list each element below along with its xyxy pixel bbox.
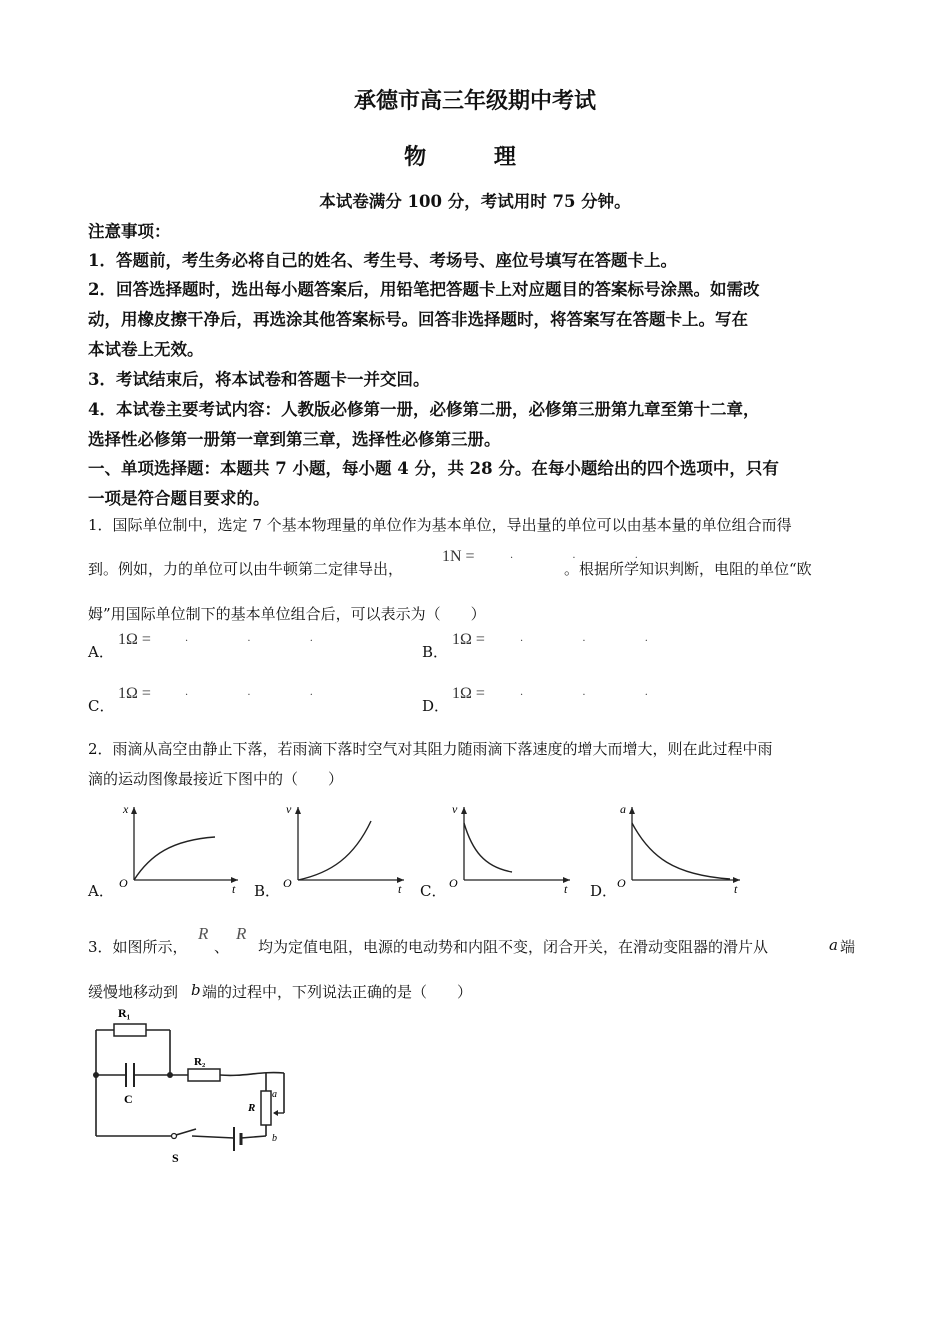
switch-contact	[172, 1134, 177, 1139]
q3-text: 端	[840, 938, 856, 956]
option-c-label[interactable]: C．	[88, 697, 115, 715]
notice-item: 4．本试卷主要考试内容：人教版必修第一册，必修第二册，必修第三册第九章至第十二章，	[88, 400, 760, 419]
graph-d-origin: O	[617, 876, 626, 890]
graph-b-curve	[298, 821, 371, 880]
wire-r2-right	[220, 1073, 284, 1076]
wire-bottom-mid	[192, 1136, 234, 1138]
b-label: b	[272, 1133, 277, 1144]
exam-info: 本试卷满分 100 分，考试用时 75 分钟。	[319, 192, 631, 211]
subject-title: 物 理	[404, 144, 546, 170]
q3-text: 缓慢地移动到	[88, 983, 179, 1001]
graph-d-y-arrow	[629, 807, 635, 814]
graph-c-y-arrow	[461, 807, 467, 814]
a-label: a	[272, 1089, 277, 1100]
graph-b-xlabel: t	[398, 882, 402, 895]
option-a-formula: 1Ω =	[118, 631, 151, 648]
q1-text: 1．国际单位制中，选定 7 个基本物理量的单位作为基本单位，导出量的单位可以由基本量的单位组合而得	[88, 516, 792, 534]
r1-label: R₁	[118, 1006, 131, 1020]
notice-item: 动，用橡皮擦干净后，再选涂其他答案标号。回答非选择题时，将答案写在答题卡上。写在	[88, 310, 748, 329]
graph-d-ylabel: a	[620, 802, 626, 816]
option-b-blank: · · ·	[520, 636, 676, 647]
option-a-blank: · · ·	[185, 636, 341, 647]
wire-bottom-right	[241, 1136, 266, 1138]
option-c-blank: · · ·	[185, 690, 341, 701]
graph-a-origin: O	[119, 876, 128, 890]
s-label: S	[172, 1151, 179, 1165]
graph-a-label[interactable]: A．	[88, 882, 114, 900]
q3-a-label: a	[829, 936, 838, 954]
section-heading: 一、单项选择题：本题共 7 小题，每小题 4 分，共 28 分。在每小题给出的四个选项中，只有	[88, 459, 779, 478]
graph-b-y-arrow	[295, 807, 301, 814]
graph-b-ylabel: v	[286, 802, 292, 816]
q3-separator: 、	[214, 938, 230, 956]
graph-d	[612, 795, 752, 895]
r-label: R	[248, 1102, 256, 1114]
switch-s	[176, 1129, 196, 1135]
graph-a-ylabel: x	[123, 802, 129, 816]
q1-formula-newton: 1N =	[442, 548, 475, 565]
graph-a	[110, 795, 250, 895]
graph-a-xlabel: t	[232, 882, 236, 895]
q3-r1-symbol: R	[198, 924, 209, 943]
graph-b	[276, 795, 416, 895]
q1-formula-blank: · · ·	[510, 553, 666, 564]
q3-text: 端的过程中，下列说法正确的是（ ）	[202, 983, 473, 1001]
q3-text: 均为定值电阻，电源的电动势和内阻不变，闭合开关，在滑动变阻器的滑片从	[258, 938, 769, 956]
q3-b-label: b	[191, 981, 201, 999]
q2-text: 滴的运动图像最接近下图中的（ ）	[88, 770, 344, 788]
graph-b-origin: O	[283, 876, 292, 890]
graph-c-curve	[464, 823, 512, 872]
q1-text: 姆”用国际单位制下的基本单位组合后，可以表示为（ ）	[88, 605, 486, 623]
graph-d-curve	[632, 823, 730, 879]
q1-text: 到。例如，力的单位可以由牛顿第二定律导出，	[88, 560, 404, 578]
graph-c-origin: O	[449, 876, 458, 890]
graph-c	[442, 795, 582, 895]
graph-c-xlabel: t	[564, 882, 568, 895]
page-title: 承德市高三年级期中考试	[353, 88, 596, 114]
q2-text: 2．雨滴从高空由静止下落，若雨滴下落时空气对其阻力随雨滴下落速度的增大而增大，则在此过程中雨	[88, 740, 773, 758]
q3-text: 3．如图所示，	[88, 938, 188, 956]
notice-item: 选择性必修第一册第一章到第三章，选择性必修第三册。	[88, 430, 501, 449]
graph-c-ylabel: v	[452, 802, 458, 816]
option-d-blank: · · ·	[520, 690, 676, 701]
graph-d-xlabel: t	[734, 882, 738, 895]
notice-item: 3．考试结束后，将本试卷和答题卡一并交回。	[88, 370, 430, 389]
resistor-r1	[114, 1024, 146, 1036]
option-c-formula: 1Ω =	[118, 685, 151, 702]
r2-label: R₂	[194, 1056, 206, 1068]
graph-b-label[interactable]: B．	[254, 882, 281, 900]
circuit-diagram	[84, 1005, 304, 1170]
graph-c-label[interactable]: C．	[420, 882, 447, 900]
notice-item: 本试卷上无效。	[88, 340, 204, 359]
graph-a-y-arrow	[131, 807, 137, 814]
c-label: C	[124, 1092, 133, 1106]
section-heading-cont: 一项是符合题目要求的。	[88, 489, 270, 508]
q1-text: 。根据所学知识判断，电阻的单位“欧	[564, 560, 812, 578]
rheostat-r	[261, 1091, 271, 1125]
slider-arrow	[273, 1110, 278, 1116]
graph-a-curve	[134, 837, 215, 880]
graph-d-label[interactable]: D．	[590, 882, 618, 900]
option-b-label[interactable]: B．	[422, 643, 449, 661]
option-b-formula: 1Ω =	[452, 631, 485, 648]
notice-item: 1．答题前，考生务必将自己的姓名、考生号、考场号、座位号填写在答题卡上。	[88, 251, 677, 270]
option-d-label[interactable]: D．	[422, 697, 450, 715]
option-a-label[interactable]: A．	[88, 643, 114, 661]
q3-r2-symbol: R	[236, 924, 247, 943]
resistor-r2	[188, 1069, 220, 1081]
notice-heading: 注意事项：	[88, 222, 171, 241]
notice-item: 2．回答选择题时，选出每小题答案后，用铅笔把答题卡上对应题目的答案标号涂黑。如需改	[88, 280, 760, 299]
option-d-formula: 1Ω =	[452, 685, 485, 702]
